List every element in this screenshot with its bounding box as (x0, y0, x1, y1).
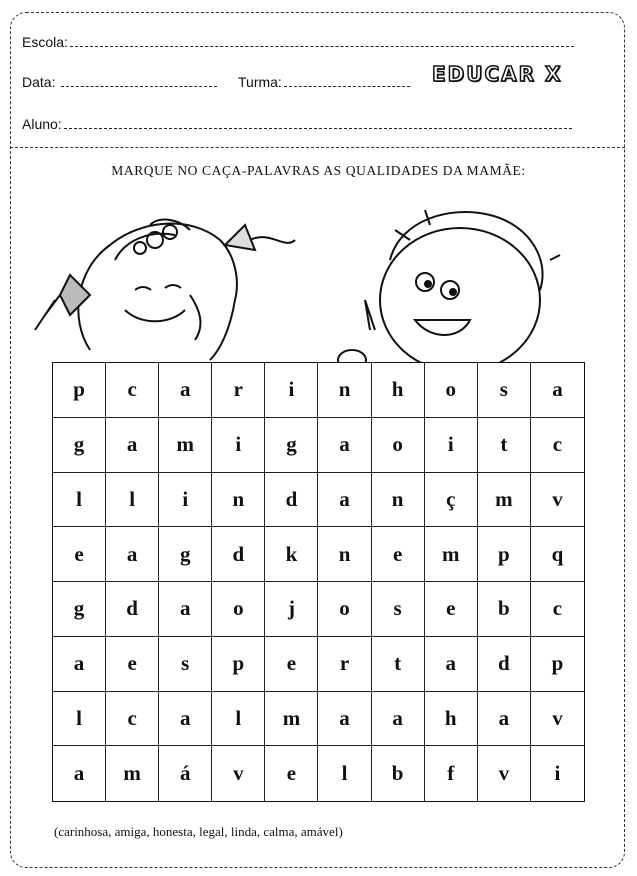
grid-cell[interactable]: n (318, 527, 371, 582)
grid-cell[interactable]: ç (425, 473, 478, 528)
grid-cell[interactable]: a (159, 582, 212, 637)
grid-cell[interactable]: f (425, 746, 478, 801)
grid-cell[interactable]: d (265, 473, 318, 528)
grid-cell[interactable]: r (212, 363, 265, 418)
grid-cell[interactable]: n (372, 473, 425, 528)
grid-cell[interactable]: d (478, 637, 531, 692)
grid-cell[interactable]: s (478, 363, 531, 418)
grid-cell[interactable]: a (318, 418, 371, 473)
girl-drawing (35, 220, 295, 360)
turma-input-line[interactable] (284, 85, 410, 87)
grid-cell[interactable]: v (478, 746, 531, 801)
grid-cell[interactable]: l (212, 692, 265, 747)
grid-cell[interactable]: a (531, 363, 584, 418)
grid-cell[interactable]: s (159, 637, 212, 692)
grid-cell[interactable]: á (159, 746, 212, 801)
escola-field (22, 34, 574, 50)
grid-cell[interactable]: s (372, 582, 425, 637)
data-label: Data: (22, 74, 56, 90)
grid-cell[interactable]: a (106, 527, 159, 582)
grid-cell[interactable]: g (53, 582, 106, 637)
grid-cell[interactable]: t (478, 418, 531, 473)
grid-cell[interactable]: l (318, 746, 371, 801)
word-search-grid (52, 362, 585, 802)
educar-logo: EDUCAR X (432, 62, 563, 86)
grid-cell[interactable]: q (531, 527, 584, 582)
grid-cell[interactable]: e (372, 527, 425, 582)
grid-cell[interactable]: e (265, 637, 318, 692)
grid-cell[interactable]: a (159, 363, 212, 418)
grid-cell[interactable]: p (531, 637, 584, 692)
grid-cell[interactable]: c (531, 418, 584, 473)
grid-cell[interactable]: a (318, 473, 371, 528)
grid-cell[interactable]: a (425, 637, 478, 692)
grid-cell[interactable]: p (212, 637, 265, 692)
grid-cell[interactable]: a (318, 692, 371, 747)
grid-cell[interactable]: i (425, 418, 478, 473)
grid-cell[interactable]: e (106, 637, 159, 692)
grid-cell[interactable]: k (265, 527, 318, 582)
grid-cell[interactable]: a (478, 692, 531, 747)
aluno-label: Aluno: (22, 116, 62, 132)
header-divider (10, 147, 625, 148)
grid-cell[interactable]: a (159, 692, 212, 747)
grid-cell[interactable]: i (159, 473, 212, 528)
turma-field (238, 74, 410, 90)
grid-cell[interactable]: v (531, 692, 584, 747)
grid-cell[interactable]: o (318, 582, 371, 637)
grid-cell[interactable]: a (372, 692, 425, 747)
grid-cell[interactable]: a (106, 418, 159, 473)
data-field (22, 74, 217, 90)
grid-cell[interactable]: a (53, 637, 106, 692)
grid-cell[interactable]: h (425, 692, 478, 747)
grid-cell[interactable]: m (425, 527, 478, 582)
grid-cell[interactable]: b (478, 582, 531, 637)
grid-cell[interactable]: t (372, 637, 425, 692)
grid-cell[interactable]: r (318, 637, 371, 692)
grid-cell[interactable]: c (106, 363, 159, 418)
grid-cell[interactable]: m (265, 692, 318, 747)
grid-cell[interactable]: h (372, 363, 425, 418)
turma-label: Turma: (238, 74, 282, 90)
data-input-line[interactable] (61, 85, 217, 87)
grid-cell[interactable]: n (318, 363, 371, 418)
grid-cell[interactable]: l (53, 473, 106, 528)
grid-cell[interactable]: c (531, 582, 584, 637)
grid-cell[interactable]: i (212, 418, 265, 473)
escola-input-line[interactable] (70, 45, 574, 47)
grid-cell[interactable]: m (106, 746, 159, 801)
grid-cell[interactable]: m (478, 473, 531, 528)
grid-cell[interactable]: j (265, 582, 318, 637)
grid-cell[interactable]: d (212, 527, 265, 582)
grid-cell[interactable]: v (212, 746, 265, 801)
grid-cell[interactable]: g (265, 418, 318, 473)
aluno-input-line[interactable] (64, 127, 572, 129)
escola-label: Escola: (22, 34, 68, 50)
grid-cell[interactable]: c (106, 692, 159, 747)
grid-cell[interactable]: d (106, 582, 159, 637)
grid-cell[interactable]: b (372, 746, 425, 801)
grid-cell[interactable]: o (425, 363, 478, 418)
grid-cell[interactable]: g (53, 418, 106, 473)
grid-cell[interactable]: i (265, 363, 318, 418)
grid-cell[interactable]: v (531, 473, 584, 528)
instruction-text: MARQUE NO CAÇA-PALAVRAS AS QUALIDADES DA MAMÃE: (111, 163, 526, 178)
grid-cell[interactable]: m (159, 418, 212, 473)
answer-list: (carinhosa, amiga, honesta, legal, linda, calma, amável) (54, 824, 343, 839)
boy-drawing (365, 210, 560, 372)
kids-holding-sign-illustration (30, 200, 610, 380)
grid-cell[interactable]: g (159, 527, 212, 582)
grid-cell[interactable]: o (372, 418, 425, 473)
grid-cell[interactable]: i (554, 761, 561, 786)
grid-cell[interactable]: e (265, 746, 318, 801)
grid-cell[interactable]: e (425, 582, 478, 637)
grid-cell[interactable]: p (478, 527, 531, 582)
grid-cell[interactable]: p (53, 363, 106, 418)
grid-cell[interactable]: l (106, 473, 159, 528)
grid-cell[interactable]: l (53, 692, 106, 747)
aluno-field (22, 116, 572, 132)
grid-cell[interactable]: n (212, 473, 265, 528)
grid-cell[interactable]: o (212, 582, 265, 637)
grid-cell[interactable]: a (53, 746, 106, 801)
grid-cell[interactable]: e (53, 527, 106, 582)
